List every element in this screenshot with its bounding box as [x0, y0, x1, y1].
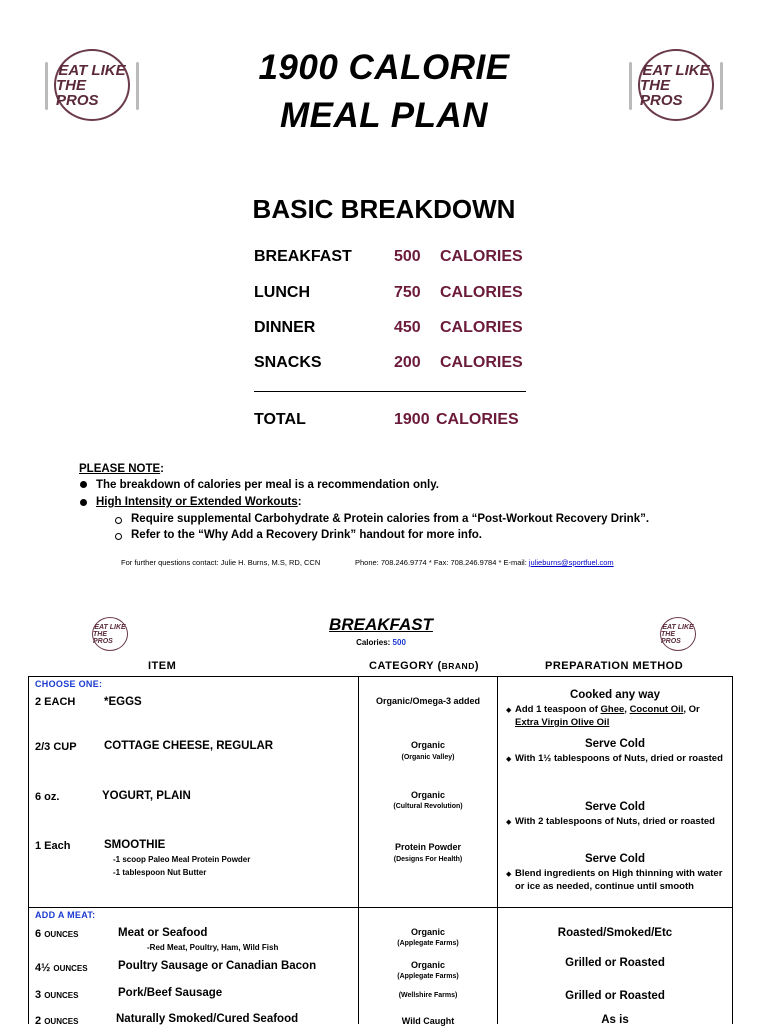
meat-qty [35, 962, 88, 974]
diamond-bullet-icon: ◆ [506, 871, 512, 878]
egg-prep-evoo: Extra Virgin Olive Oil [515, 717, 610, 728]
row-label: DINNER [254, 319, 316, 336]
meat-qty-unit: OUNCES [44, 1017, 79, 1026]
logo-line1: EAT LIKE [94, 623, 126, 631]
note-sub-2: Refer to the “Why Add a Recovery Drink” handout for more info. [131, 529, 482, 541]
col-item: ITEM [148, 660, 177, 672]
breakfast-heading-text: BREAKFAST [329, 615, 433, 634]
row-unit: CALORIES [440, 284, 523, 301]
prep-title: Serve Cold [584, 853, 646, 865]
row-unit: CALORIES [440, 354, 523, 371]
divider [254, 391, 526, 392]
col-category-text: CATEGORY ( [369, 660, 442, 672]
contact-email-link[interactable]: julieburns@sportfuel.com [528, 558, 614, 567]
add-meat-label: ADD A MEAT: [35, 910, 96, 920]
meat-name: Poultry Sausage or Canadian Bacon [118, 960, 317, 972]
prep-title: Serve Cold [584, 801, 646, 813]
item-brand: (Organic Valley) [401, 754, 455, 761]
logo-line2: THE PROS [93, 630, 113, 645]
note-item-2-colon: : [297, 496, 302, 508]
item-name: SMOOTHIE [104, 839, 166, 851]
note-sub-1: Require supplemental Carbohydrate & Protein calories from a “Post-Workout Recovery Drink”. [131, 513, 650, 525]
note-item-1: The breakdown of calories per meal is a recommendation only. [96, 479, 439, 491]
circle-bullet-icon [115, 533, 122, 540]
prep-title: Cooked any way [569, 689, 661, 701]
bullet-icon [80, 499, 87, 506]
egg-prep-ghee: Ghee [600, 704, 625, 715]
meat-qty [35, 989, 78, 1001]
choose-one-label: CHOOSE ONE: [35, 679, 103, 689]
meat-prep: Grilled or Roasted [565, 990, 665, 1002]
item-qty: 2 EACH [35, 696, 76, 708]
item-name: COTTAGE CHEESE, REGULAR [104, 740, 274, 752]
row-value: 750 [394, 284, 421, 301]
table-left-border [28, 676, 29, 1024]
contact-phone [355, 558, 614, 567]
row-value: 450 [394, 319, 421, 336]
diamond-bullet-icon: ◆ [506, 819, 512, 826]
item-category: Organic/Omega-3 added [375, 696, 481, 706]
row-unit: CALORIES [440, 248, 523, 265]
diamond-bullet-icon: ◆ [506, 707, 512, 714]
meat-qty-num: 3 [35, 989, 42, 1001]
logo-line2: THE PROS [661, 630, 681, 645]
item-category: Organic [410, 790, 445, 800]
meat-category: Wild Caught [401, 1016, 455, 1026]
egg-prep-or: Or [688, 704, 700, 715]
note-heading [79, 463, 164, 475]
prep-note: With 2 tablespoons of Nuts, dried or roasted [515, 816, 715, 827]
row-label: LUNCH [254, 284, 310, 301]
row-label: TOTAL [254, 411, 306, 428]
meat-name: Pork/Beef Sausage [118, 987, 223, 999]
egg-prep-add: Add 1 teaspoon of [515, 704, 598, 715]
col-prep: PREPARATION METHOD [545, 660, 684, 672]
note-heading-text: PLEASE NOTE [79, 463, 161, 475]
breakfast-calories [0, 638, 762, 647]
meat-brand: (Applegate Farms) [397, 940, 459, 947]
row-value: 500 [394, 248, 421, 265]
meat-category: Organic [410, 960, 445, 970]
logo-line1: EAT LIKE [58, 61, 126, 79]
note-item-2 [96, 496, 302, 508]
item-qty: 6 oz. [35, 791, 60, 803]
row-unit: CALORIES [436, 411, 519, 428]
bullet-icon [80, 481, 87, 488]
item-brand: (Cultural Revolution) [393, 803, 463, 810]
meat-qty [35, 928, 78, 940]
logo-line1: EAT LIKE [642, 61, 710, 79]
item-sub-2: -1 tablespoon Nut Butter [113, 868, 207, 877]
item-brand: (Designs For Health) [393, 856, 463, 863]
item-qty: 1 Each [35, 840, 71, 852]
prep-title: Serve Cold [584, 738, 646, 750]
meat-prep: Grilled or Roasted [565, 957, 665, 969]
meat-qty [35, 1015, 78, 1027]
page-title-line2: MEAL PLAN [279, 96, 489, 135]
item-qty: 2/3 CUP [35, 741, 77, 753]
circle-bullet-icon [115, 517, 122, 524]
prep-note: With 1½ tablespoons of Nuts, dried or roasted [515, 753, 723, 764]
contact-name: For further questions contact: Julie H. Burns, M.S, RD, CCN [121, 558, 321, 567]
table-top-border [28, 676, 733, 677]
calories-value: 500 [392, 638, 406, 647]
meat-qty-unit: OUNCES [44, 930, 79, 939]
item-name: YOGURT, PLAIN [102, 790, 191, 802]
egg-prep-note [515, 703, 725, 729]
row-value: 1900 [394, 411, 430, 428]
row-unit: CALORIES [440, 319, 523, 336]
meat-qty-unit: OUNCES [44, 991, 79, 1000]
calories-label: Calories: [356, 638, 391, 647]
col-category [369, 660, 479, 672]
meat-prep: As is [601, 1014, 629, 1026]
row-label: SNACKS [254, 354, 322, 371]
item-sub-1: -1 scoop Paleo Meal Protein Powder [113, 855, 251, 864]
meat-qty-num: 4½ [35, 962, 51, 974]
row-label: BREAKFAST [254, 248, 352, 265]
meat-qty-unit: OUNCES [53, 964, 88, 973]
logo-line2: THE PROS [56, 76, 99, 109]
meat-sub: -Red Meat, Poultry, Ham, Wild Fish [147, 943, 279, 952]
meat-category: Organic [410, 927, 445, 937]
table-col-divider-2 [497, 676, 498, 1024]
item-category: Organic [410, 740, 445, 750]
meat-qty-num: 2 [35, 1015, 42, 1027]
diamond-bullet-icon: ◆ [506, 756, 512, 763]
meat-qty-num: 6 [35, 928, 42, 940]
table-divider [28, 907, 733, 908]
breakfast-heading [0, 615, 762, 635]
table-right-border [732, 676, 733, 1024]
note-item-2-text: High Intensity or Extended Workouts [96, 496, 298, 508]
logo-line2: THE PROS [640, 76, 683, 109]
egg-prep-comma: , [624, 704, 627, 715]
col-category-brand: BRAND [441, 661, 475, 671]
item-category: Protein Powder [394, 842, 461, 852]
breakdown-heading: BASIC BREAKDOWN [252, 194, 516, 224]
row-value: 200 [394, 354, 421, 371]
contact-phone-text: Phone: 708.246.9774 * Fax: 708.246.9784 * E-mail: [355, 558, 527, 567]
prep-note: Blend ingredients on High thinning with water or ice as needed, continue until smooth [515, 868, 723, 892]
col-category-close: ) [474, 660, 480, 672]
meat-brand: (Applegate Farms) [397, 973, 459, 980]
egg-prep-comma2: , [683, 704, 687, 715]
meat-prep: Roasted/Smoked/Etc [557, 927, 673, 939]
note-colon: : [160, 463, 164, 475]
egg-prep-coconut: Coconut Oil [629, 704, 684, 715]
meat-name: Meat or Seafood [118, 927, 208, 939]
meat-brand: (Wellshire Farms) [398, 992, 458, 999]
meat-name: Naturally Smoked/Cured Seafood [116, 1013, 299, 1025]
page-title-line1: 1900 CALORIE [258, 48, 510, 87]
logo-line1: EAT LIKE [662, 623, 694, 631]
item-name: *EGGS [104, 696, 142, 708]
